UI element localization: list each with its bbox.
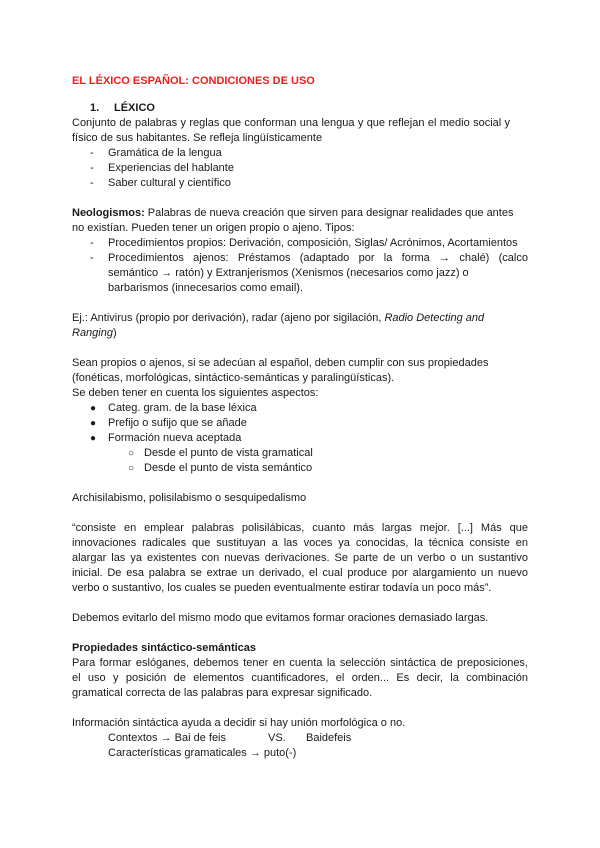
- neologismos-def-line-2: no existían. Pueden tener un origen propio o ajeno. Tipos:: [72, 222, 355, 234]
- quote-line: inicial. De esa palabra se extrae un derivado, el cual produce por alargamiento un nuevo: [72, 567, 528, 579]
- sintactico-line-1: Para formar eslóganes, debemos tener en cuenta la selección sintáctica de preposiciones,: [72, 657, 528, 669]
- sintactico-line-3: gramatical correcta de las palabras para expresar significado.: [72, 687, 373, 699]
- list-item: - Saber cultural y científico: [90, 177, 231, 189]
- props-line-2: (fonéticas, morfológicas, sintáctico-semánticas y paralingüísticas).: [72, 372, 395, 384]
- list-item: - Procedimientos propios: Derivación, composición, Siglas/ Acrónimos, Acortamientos: [90, 237, 518, 249]
- neologismos-term: Neologismos:: [72, 207, 145, 219]
- quote-line: verbo o sustantivo, los cuales se pueden eventualmente estirar todavía un poco más”.: [72, 582, 492, 594]
- archisilabismo-heading: Archisilabismo, polisilabismo o sesquipedalismo: [72, 492, 307, 504]
- neologismos-def-line-1: Neologismos: Palabras de nueva creación que sirven para designar realidades que antes: [72, 207, 514, 219]
- quote-line: alargar las ya existentes con nuevas derivaciones. Se parte de un verbo o un sustantivo: [72, 552, 528, 564]
- avoid-line: Debemos evitarlo del mismo modo que evitamos formar oraciones demasiado largas.: [72, 612, 489, 624]
- props-line-1: Sean propios o ajenos, si se adecúan al español, deben cumplir con sus propiedades: [72, 357, 489, 369]
- intro-line-1: Conjunto de palabras y reglas que conforman una lengua y que reflejan el medio social y: [72, 117, 511, 129]
- section-heading-lexico: [72, 101, 528, 116]
- quote-line: innovaciones radicales que sustituyan a las voces ya conocidas, la técnica consiste en: [72, 537, 528, 549]
- bullet-item: ● Formación nueva aceptada: [90, 432, 242, 444]
- props-line-3: Se deben tener en cuenta los siguientes aspectos:: [72, 387, 319, 399]
- list-item-continuation: semántico → ratón) y Extranjerismos (Xenismos (necesarios como jazz) o: [108, 267, 469, 279]
- bullet-item: ● Prefijo o sufijo que se añade: [90, 417, 247, 429]
- sub-bullet-item: ○ Desde el punto de vista semántico: [128, 462, 313, 474]
- caracteristicas-line: Características gramaticales → puto(-): [108, 747, 297, 759]
- info-line: Información sintáctica ayuda a decidir si hay unión morfológica o no.: [72, 717, 406, 729]
- document-title: EL LÉXICO ESPAÑOL: CONDICIONES DE USO: [72, 75, 315, 87]
- example-line-2: Ranging): [72, 327, 117, 339]
- section-heading-text: LÉXICO: [114, 102, 155, 114]
- quote-line: “consiste en emplear palabras polisilábicas, cuanto más largas mejor. [...] Más que: [72, 522, 528, 534]
- section-number: 1.: [90, 102, 100, 114]
- sintactico-heading: Propiedades sintáctico-semánticas: [72, 642, 257, 654]
- intro-line-2: físico de sus habitantes. Se refleja lingüísticamente: [72, 132, 323, 144]
- list-item-continuation: barbarismos (innecesarios como email).: [108, 282, 304, 294]
- sub-bullet-item: ○ Desde el punto de vista gramatical: [128, 447, 313, 459]
- sintactico-line-2: el uso y posición de elementos cuantificadores, el orden... Es decir, la combinación: [72, 672, 528, 684]
- example-line-1: Ej.: Antivirus (propio por derivación), radar (ajeno por sigilación, Radio Detecting and: [72, 312, 485, 324]
- bullet-item: ● Categ. gram. de la base léxica: [90, 402, 257, 414]
- list-item: - Gramática de la lengua: [90, 147, 222, 159]
- list-item: - Experiencias del hablante: [90, 162, 234, 174]
